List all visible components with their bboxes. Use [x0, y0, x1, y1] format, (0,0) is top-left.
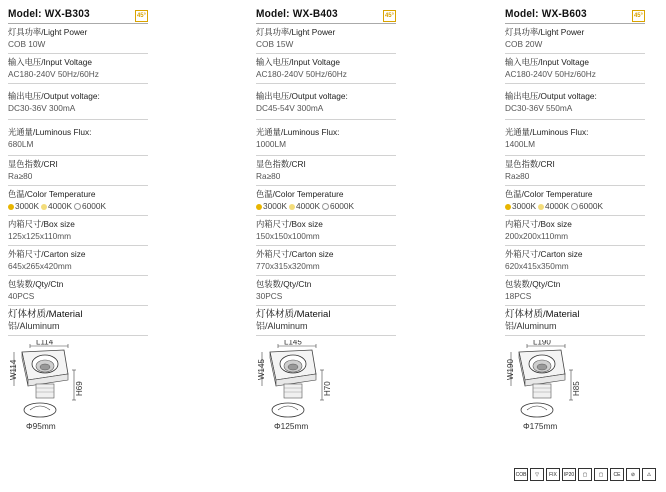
spec-label: 输出电压/Output voltage: — [256, 91, 348, 101]
certification-icon: CE — [610, 468, 624, 481]
warm-dot-icon — [8, 204, 14, 210]
beam-angle-badge: 45° — [135, 10, 148, 22]
ct-cool-label: 6000K — [330, 201, 354, 211]
color-temperature-options — [8, 200, 148, 213]
downlight-drawing-icon — [256, 340, 396, 420]
spec-color-temperature — [505, 186, 645, 216]
spec-label: 输入电压/Input Voltage — [256, 57, 340, 67]
spec-label: 光通量/Luminous Flux: — [256, 127, 340, 137]
ct-warm-label: 3000K — [512, 201, 536, 211]
spec-carton-size — [256, 246, 396, 276]
model-name: Model: WX-B303 — [8, 8, 90, 20]
spec-value: 铝/Aluminum — [256, 321, 308, 331]
model-name: Model: WX-B603 — [505, 8, 587, 20]
spec-luminous-flux — [8, 120, 148, 156]
dimension-drawing — [8, 340, 148, 435]
spec-value: AC180-240V 50Hz/60Hz — [505, 69, 596, 79]
spec-label: 显色指数/CRI — [505, 159, 555, 169]
spec-value: 1000LM — [256, 139, 286, 149]
certification-icon: COB — [514, 468, 528, 481]
spec-color-temperature — [256, 186, 396, 216]
spec-value: 铝/Aluminum — [8, 321, 60, 331]
cutout-size: Φ95mm — [26, 421, 56, 431]
spec-value: 30PCS — [256, 291, 283, 301]
spec-label: 内箱尺寸/Box size — [8, 219, 75, 229]
spec-label: 包装数/Qty/Ctn — [256, 279, 312, 289]
spec-value: Ra≥80 — [8, 171, 33, 181]
ct-warm-label: 3000K — [15, 201, 39, 211]
spec-input-voltage — [505, 54, 645, 84]
spec-label: 灯体材质/Material — [256, 309, 331, 320]
spec-value: Ra≥80 — [505, 171, 530, 181]
ct-neutral-label: 4000K — [545, 201, 569, 211]
spec-value: 645x265x420mm — [8, 261, 72, 271]
spec-luminous-flux — [505, 120, 645, 156]
spec-cri — [8, 156, 148, 186]
spec-label: 色温/Color Temperature — [8, 189, 96, 199]
spec-label: 输入电压/Input Voltage — [505, 57, 589, 67]
cutout-size: Φ125mm — [274, 421, 309, 431]
spec-label: 内箱尺寸/Box size — [256, 219, 323, 229]
spec-light-power — [505, 24, 645, 54]
spec-value: COB 15W — [256, 39, 294, 49]
certification-icon: ⚠ — [642, 468, 656, 481]
spec-label: 灯具功率/Light Power — [256, 27, 336, 37]
spec-label: 灯体材质/Material — [8, 309, 83, 320]
certification-icon: FIX — [546, 468, 560, 481]
spec-label: 色温/Color Temperature — [505, 189, 593, 199]
ct-cool-label: 6000K — [82, 201, 106, 211]
spec-value: 200x200x110mm — [505, 231, 569, 241]
spec-label: 外箱尺寸/Carton size — [8, 249, 86, 259]
neutral-dot-icon — [289, 204, 295, 210]
neutral-dot-icon — [538, 204, 544, 210]
spec-value: DC45-54V 300mA — [256, 103, 324, 113]
spec-value: 18PCS — [505, 291, 532, 301]
spec-qty — [256, 276, 396, 306]
dim-width-label: W190 — [506, 359, 515, 380]
certification-icon: ⊘ — [626, 468, 640, 481]
warm-dot-icon — [505, 204, 511, 210]
spec-label: 外箱尺寸/Carton size — [256, 249, 334, 259]
spec-carton-size — [505, 246, 645, 276]
certification-icon: ▢ — [594, 468, 608, 481]
dim-length-label: L114 — [36, 340, 54, 347]
spec-value: Ra≥80 — [256, 171, 281, 181]
spec-box-size — [256, 216, 396, 246]
spec-label: 输出电压/Output voltage: — [8, 91, 100, 101]
spec-value: 1400LM — [505, 139, 535, 149]
model-name: Model: WX-B403 — [256, 8, 338, 20]
spec-value: AC180-240V 50Hz/60Hz — [8, 69, 99, 79]
spec-value: 铝/Aluminum — [505, 321, 557, 331]
spec-label: 输入电压/Input Voltage — [8, 57, 92, 67]
dim-height-label: H69 — [75, 381, 84, 396]
dimension-drawing — [505, 340, 645, 435]
spec-label: 灯具功率/Light Power — [505, 27, 585, 37]
spec-box-size — [505, 216, 645, 246]
dim-length-label: L190 — [533, 340, 551, 347]
spec-label: 输出电压/Output voltage: — [505, 91, 597, 101]
spec-label: 灯具功率/Light Power — [8, 27, 88, 37]
spec-value: 620x415x350mm — [505, 261, 569, 271]
spec-label: 显色指数/CRI — [8, 159, 58, 169]
spec-value: 40PCS — [8, 291, 35, 301]
dim-height-label: H85 — [572, 381, 581, 396]
spec-light-power — [8, 24, 148, 54]
spec-color-temperature — [8, 186, 148, 216]
product-column — [256, 6, 396, 435]
spec-output-voltage — [256, 84, 396, 120]
beam-angle-badge: 45° — [632, 10, 645, 22]
cool-dot-icon — [322, 203, 329, 210]
model-header — [256, 6, 396, 24]
dim-height-label: H70 — [323, 381, 332, 396]
cutout-size: Φ175mm — [523, 421, 558, 431]
cool-dot-icon — [74, 203, 81, 210]
dim-length-label: L145 — [284, 340, 302, 347]
beam-angle-badge: 45° — [383, 10, 396, 22]
downlight-drawing-icon — [8, 340, 148, 420]
spec-material — [505, 306, 645, 336]
spec-label: 包装数/Qty/Ctn — [8, 279, 64, 289]
dimension-drawing — [256, 340, 396, 435]
downlight-drawing-icon — [505, 340, 645, 420]
spec-label: 色温/Color Temperature — [256, 189, 344, 199]
spec-output-voltage — [8, 84, 148, 120]
spec-value: 680LM — [8, 139, 34, 149]
spec-value: 770x315x320mm — [256, 261, 320, 271]
spec-value: DC30-36V 300mA — [8, 103, 76, 113]
ct-neutral-label: 4000K — [48, 201, 72, 211]
model-header — [8, 6, 148, 24]
ct-warm-label: 3000K — [263, 201, 287, 211]
certification-icon: ▽ — [530, 468, 544, 481]
color-temperature-options — [505, 200, 645, 213]
spec-box-size — [8, 216, 148, 246]
spec-value: AC180-240V 50Hz/60Hz — [256, 69, 347, 79]
spec-label: 外箱尺寸/Carton size — [505, 249, 583, 259]
spec-output-voltage — [505, 84, 645, 120]
spec-cri — [505, 156, 645, 186]
warm-dot-icon — [256, 204, 262, 210]
spec-value: COB 20W — [505, 39, 543, 49]
certification-icon: IP20 — [562, 468, 576, 481]
spec-cri — [256, 156, 396, 186]
spec-label: 光通量/Luminous Flux: — [505, 127, 589, 137]
spec-qty — [8, 276, 148, 306]
dim-width-label: W114 — [9, 359, 18, 380]
spec-label: 包装数/Qty/Ctn — [505, 279, 561, 289]
spec-label: 显色指数/CRI — [256, 159, 306, 169]
product-column — [8, 6, 148, 435]
spec-carton-size — [8, 246, 148, 276]
spec-label: 灯体材质/Material — [505, 309, 580, 320]
color-temperature-options — [256, 200, 396, 213]
dim-width-label: W145 — [257, 359, 266, 380]
spec-input-voltage — [8, 54, 148, 84]
spec-value: DC30-36V 550mA — [505, 103, 573, 113]
spec-input-voltage — [256, 54, 396, 84]
certification-icon: ▢ — [578, 468, 592, 481]
neutral-dot-icon — [41, 204, 47, 210]
spec-material — [8, 306, 148, 336]
spec-value: COB 10W — [8, 39, 46, 49]
ct-cool-label: 6000K — [579, 201, 603, 211]
spec-luminous-flux — [256, 120, 396, 156]
ct-neutral-label: 4000K — [296, 201, 320, 211]
spec-qty — [505, 276, 645, 306]
cool-dot-icon — [571, 203, 578, 210]
certification-strip — [514, 468, 656, 481]
spec-label: 内箱尺寸/Box size — [505, 219, 572, 229]
spec-light-power — [256, 24, 396, 54]
spec-value: 125x125x110mm — [8, 231, 72, 241]
model-header — [505, 6, 645, 24]
spec-value: 150x150x100mm — [256, 231, 320, 241]
product-column — [505, 6, 645, 435]
spec-material — [256, 306, 396, 336]
spec-label: 光通量/Luminous Flux: — [8, 127, 92, 137]
